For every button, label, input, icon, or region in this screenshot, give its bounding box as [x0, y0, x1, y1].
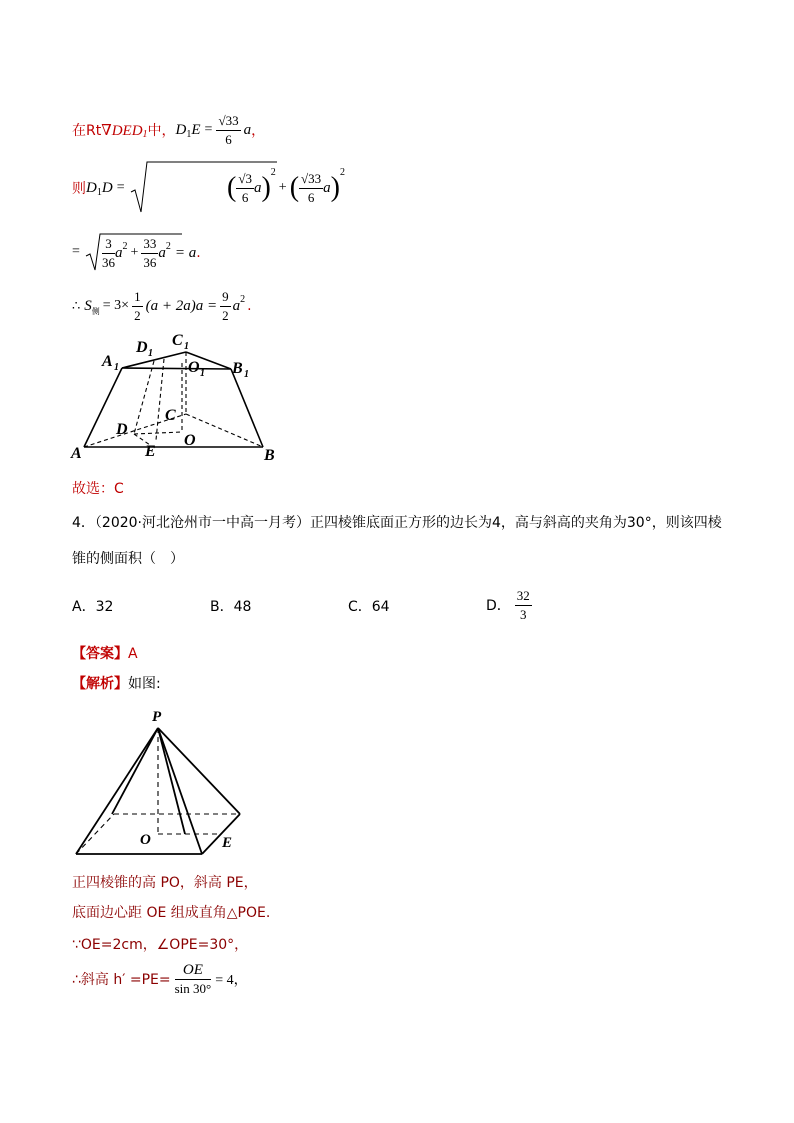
- label-A: A: [71, 445, 82, 462]
- q4-stem-line-2: 锥的侧面积（ ）: [72, 551, 184, 567]
- frustum-figure: [66, 328, 286, 464]
- svg-text:1: 1: [244, 369, 249, 380]
- q4-stem-line-1: 4．（2020·河北沧州市一中高一月考）正四棱锥底面正方形的边长为4，高与斜高的夹角为30°，则该四棱: [72, 515, 722, 531]
- label-B1: B: [232, 360, 243, 377]
- label-P: P: [152, 709, 162, 725]
- label-E: E: [145, 443, 156, 460]
- solution-line-4: ∴斜高 h′ =PE= $\frac{OE}{\sin 30^\circ}$ = 4，: [72, 961, 248, 996]
- label-O1: O: [188, 359, 200, 376]
- fraction-3-over-36: $\frac{3}{36}$: [102, 235, 115, 270]
- calc-line-4: ∴ S 侧 = 3× $\frac{1}{2}$ (a + 2a)a = $\frac{9}{2}$ a 2 .: [72, 288, 252, 323]
- fraction-sqrt33-over-6-b: $\frac{√33}{6}$: [301, 170, 322, 205]
- q4-option-d: D． $\frac{32}{3}$: [486, 587, 530, 622]
- label-D1: D: [136, 339, 148, 356]
- solution-line-3: ∵OE=2cm，∠OPE=30°，: [72, 937, 249, 953]
- calc-line-3: = $\frac{3}{36}$ a 2 + $\frac{33}{36}$ a 2 = a .: [72, 232, 184, 272]
- sqrt-inner-line-3: $\frac{3}{36}$ a 2 + $\frac{33}{36}$ a 2 = a .: [102, 235, 201, 270]
- label-C: C: [165, 407, 176, 424]
- svg-text:1: 1: [184, 341, 189, 352]
- fraction-1-over-2: $\frac{1}{2}$: [134, 288, 141, 323]
- q4-option-c: C．64: [348, 599, 390, 615]
- fraction-OE-over-sin30: $\frac{OE}{\sin 30^\circ}$: [174, 961, 212, 996]
- fraction-33-over-36: $\frac{33}{36}$: [143, 235, 157, 270]
- q4-option-a: A．32: [72, 599, 114, 615]
- answer-select-text: 故选：C: [72, 481, 124, 497]
- fraction-32-over-3: $\frac{32}{3}$: [516, 587, 530, 622]
- calc-line-1: 在Rt ∇DED 1 中， D 1 E = $\frac{√33}{6}$ a ，: [72, 112, 266, 147]
- answer-line: 【答案】A: [72, 646, 138, 662]
- label-E-pyramid: E: [222, 835, 233, 851]
- fraction-sqrt33-over-6: $\frac{√33}{6}$: [218, 112, 239, 147]
- solution-line-1: 正四棱锥的高 PO，斜高 PE，: [72, 875, 258, 891]
- label-D: D: [116, 421, 128, 438]
- q4-option-b: B．48: [210, 599, 252, 615]
- label-C1: C: [172, 332, 183, 349]
- label-B: B: [264, 447, 275, 464]
- sqrt-inner-line-2: ( $\frac{√3}{6}$ a ) 2 + ( $\frac{√33}{6}$ a ) 2: [227, 166, 345, 205]
- fraction-9-over-2: $\frac{9}{2}$: [222, 288, 229, 323]
- label-O: O: [184, 432, 196, 449]
- svg-text:1: 1: [148, 348, 153, 359]
- calc-line-1-formula: D 1 E = $\frac{√33}{6}$ a: [175, 112, 252, 147]
- triangle-symbol: ∇DED: [101, 122, 143, 139]
- label-O-pyramid: O: [140, 832, 151, 848]
- calc-line-2: 则 D 1 D = ( $\frac{√3}{6}$ a ) 2 + ( $\frac{√33}{6}$ a ) 2: [72, 160, 279, 216]
- analysis-line: 【解析】如图:: [72, 676, 161, 692]
- pyramid-figure: [70, 704, 270, 860]
- svg-text:1: 1: [114, 362, 119, 373]
- solution-line-2: 底面边心距 OE 组成直角△POE.: [72, 905, 271, 921]
- fraction-sqrt3-over-6: $\frac{√3}{6}$: [238, 170, 252, 205]
- label-A1: A: [102, 353, 113, 370]
- svg-text:1: 1: [200, 368, 205, 379]
